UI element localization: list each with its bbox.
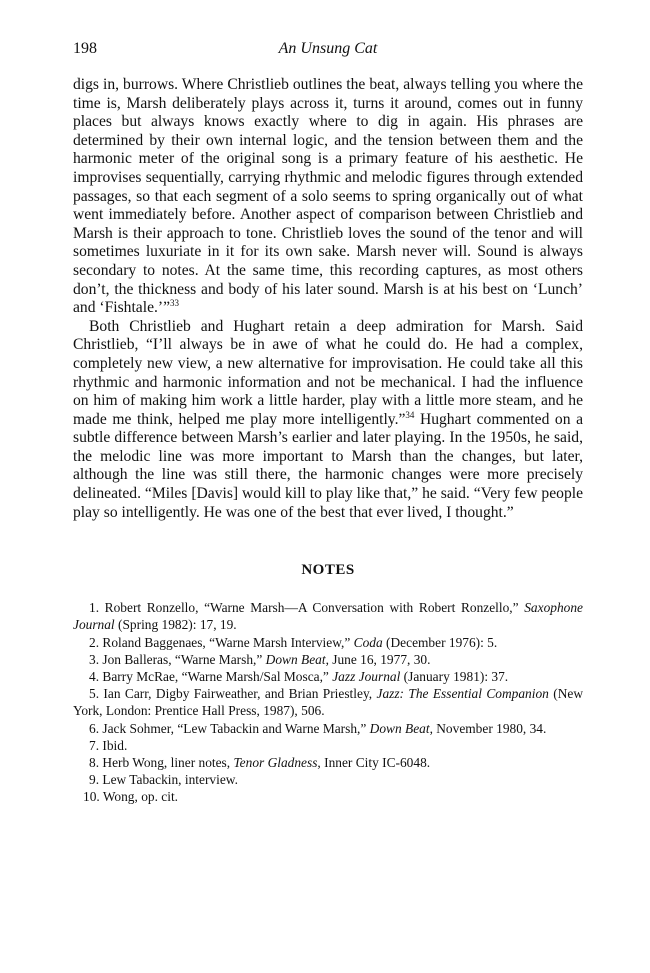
footnote-ref: 33 bbox=[170, 298, 179, 309]
body-text bbox=[73, 76, 583, 522]
paragraph: digs in, burrows. Where Christlieb outlines the beat, always telling you where the time is, Marsh deliberately plays across it, turns it around, comes out in funny places but always knows exactly where to dig in again. His phrases are determined by their own internal logic, and the tension between them and the harmonic meter of the original song is a primary feature of his aesthetic. He improvises sequentially, carrying rhythmic and melodic figures through extended passages, so that each segment of a solo seems to spring organically out of what went immediately before. Another aspect of comparison between Christlieb and Marsh is their approach to tone. Christlieb loves the sound of the tenor and will sometimes luxuriate in it for its own sake. Marsh never will. Sound is always secondary to notes. At the same time, this recording captures, as most others don’t, the thickness and body of his later sound. Marsh is at his best on ‘Lunch’ and ‘Fishtale.’”$^{33}$ bbox=[73, 76, 583, 317]
note-item: 2. Roland Baggenaes, “Warne Marsh Interview,” Coda (December 1976): 5. bbox=[89, 634, 498, 650]
page-number: 198 bbox=[73, 40, 97, 57]
paragraph: Both Christlieb and Hughart retain a deep admiration for Marsh. Said Christlieb, “I’ll always be in awe of what he could do. He had a complex, completely new view, a new alternative for improvisation. He could take all this rhythmic and harmonic information and not be mechanical. I had the influence on him of making him work a little harder, play with a little more steam, and he made me think, helped me play more intelligently.”$^{34}$ Hughart commented on a subtle difference between Marsh’s earlier and later playing. In the 1950s, he said, the melodic line was more important to Marsh than the changes, but later, although the line was still there, the harmonic changes were more precisely delineated. “Miles [Davis] would kill to play like that,” he said. “Very few people play so intelligently. He was one of the best that ever lived, I thought.” bbox=[73, 317, 584, 521]
note-item: 7. Ibid. bbox=[89, 737, 128, 753]
footnote-ref: 34 bbox=[405, 409, 415, 420]
note-item: 8. Herb Wong, liner notes, Tenor Gladness, Inner City IC-6048. bbox=[89, 755, 431, 771]
note-item: 10. Wong, op. cit. bbox=[83, 789, 179, 805]
note-item: 1. Robert Ronzello, “Warne Marsh—A Conversation with Robert Ronzello,” Saxophone Journal (Spring 1982): 17, 19. bbox=[73, 600, 583, 633]
note-item: 5. Ian Carr, Digby Fairweather, and Brian Priestley, Jazz: The Essential Companion (New York, London: Prentice Hall Press, 1987), 506. bbox=[73, 686, 583, 719]
note-item: 6. Jack Sohmer, “Lew Tabackin and Warne Marsh,” Down Beat, November 1980, 34. bbox=[89, 720, 547, 736]
note-item: 4. Barry McRae, “Warne Marsh/Sal Mosca,” Jazz Journal (January 1981): 37. bbox=[89, 669, 509, 685]
note-item: 9. Lew Tabackin, interview. bbox=[89, 772, 238, 788]
running-head: An Unsung Cat bbox=[278, 40, 378, 57]
notes-list bbox=[73, 599, 583, 805]
note-item: 3. Jon Balleras, “Warne Marsh,” Down Beat, June 16, 1977, 30. bbox=[89, 651, 431, 667]
notes-heading: NOTES bbox=[301, 562, 355, 579]
page-header bbox=[73, 40, 583, 62]
book-page bbox=[73, 40, 583, 806]
